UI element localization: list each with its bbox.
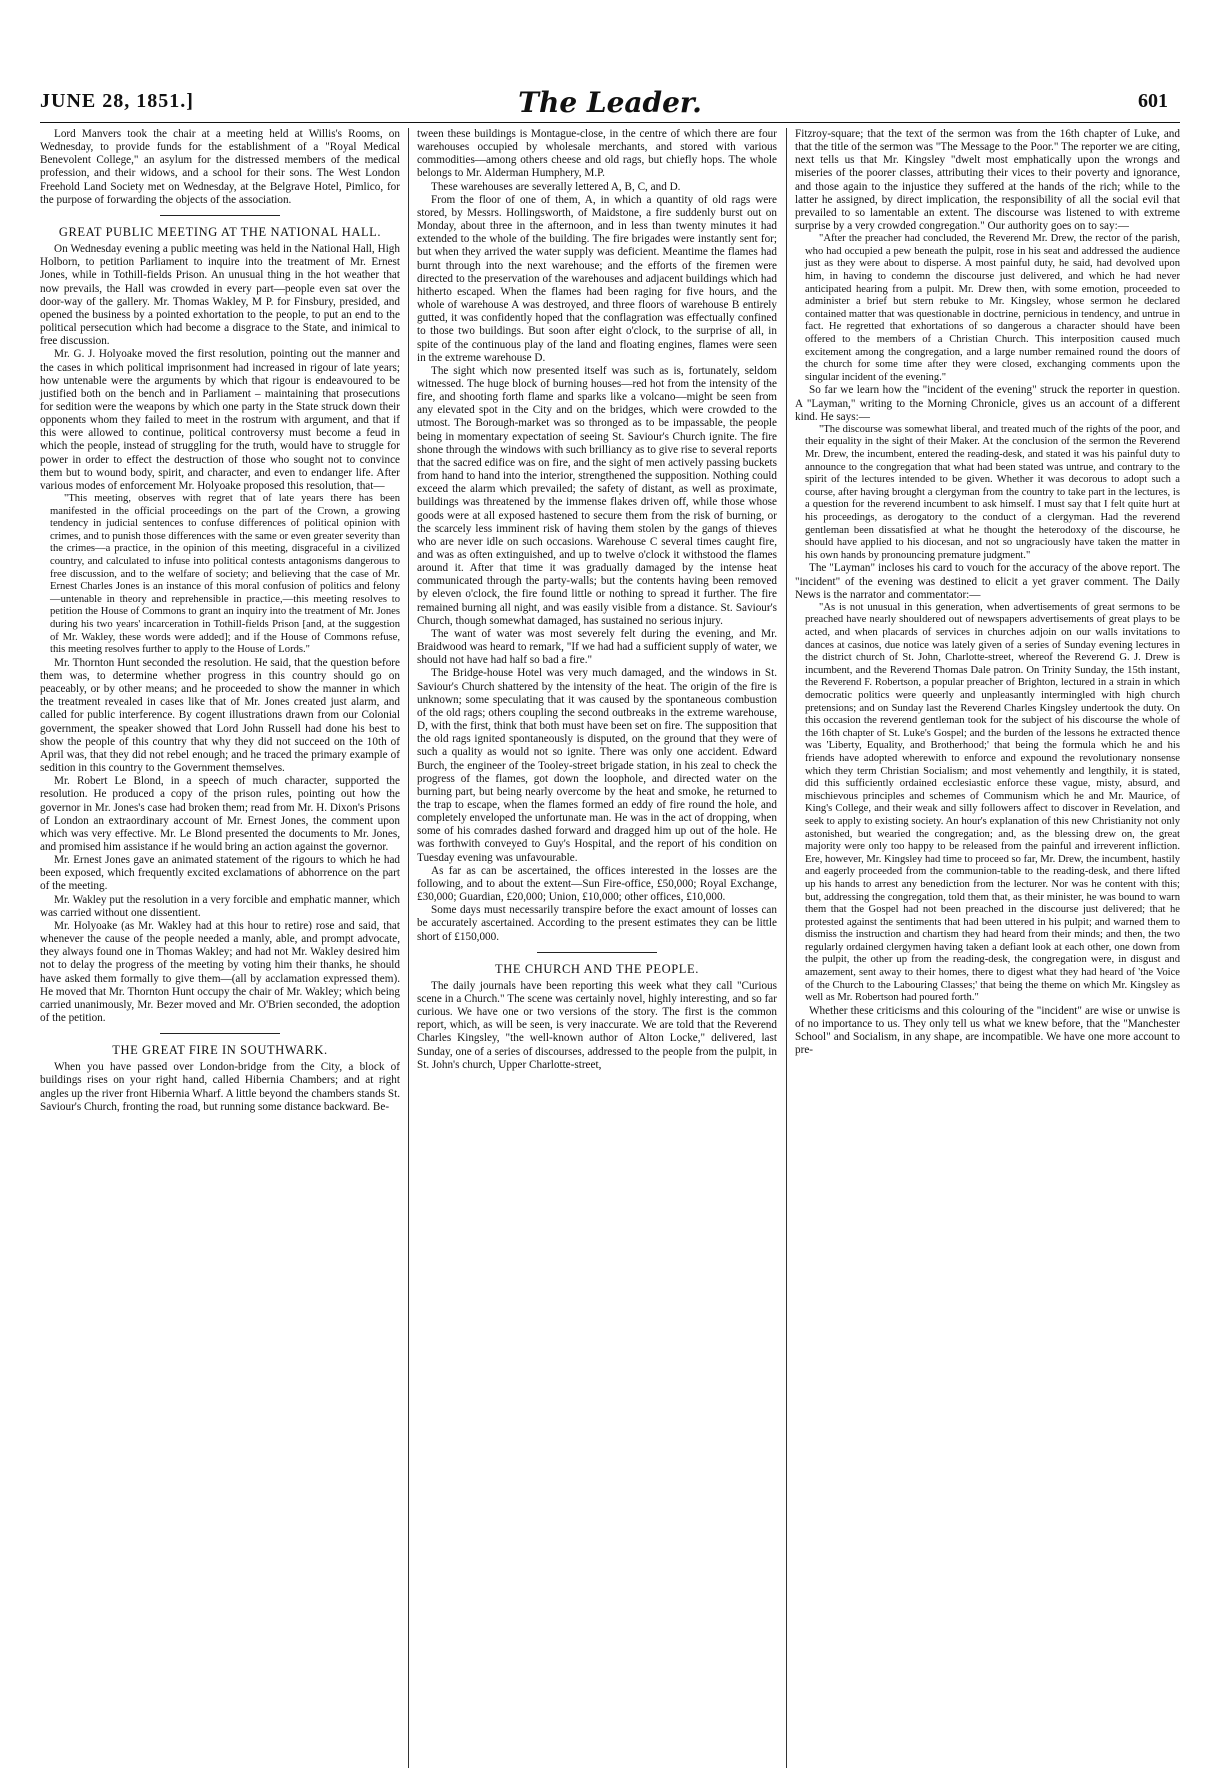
paragraph: From the floor of one of them, A, in which a quantity of old rags were stored, by Messrs. Hollingsworth, of Maidstone, a fire suddenly burst out on Monday, about three in the afternoon, and in less than twenty minutes it had extended to the whole of the building. The fire brigades were instantly sent for; but when they arrived the water supply was deficient. Meantime the flames had burnt through into the next warehouse; and the efforts of the firemen were directed to the preservation of the warehouses and adjacent buildings which had hitherto escaped. When the flames had been raging for five hours, and the whole of warehouse A was destroyed, and three floors of warehouse B entirely gutted, it was confidently hoped that the conflagration was effectually confined to those two buildings. But soon after eight o'clock, to the surprise of all, in spite of the continuous play of the land and floating engines, flames were seen in the extreme warehouse D.: [417, 193, 777, 364]
masthead-title: The Leader.: [518, 86, 702, 119]
article-heading: GREAT PUBLIC MEETING AT THE NATIONAL HALL.: [58, 224, 382, 239]
paragraph: Mr. Robert Le Blond, in a speech of much character, supported the resolution. He produced a copy of the prison rules, pointing out how the governor in Mr. Jones's case had broken them; read from Mr. H. Dixon's Prisons of London an extraordinary account of Mr. Ernest Jones, the comment upon which was very effective. Mr. Le Blond presented the documents to Mr. Jones, and promised him assistance if he would bring an action against the governor.: [40, 775, 400, 853]
paragraph: The want of water was most severely felt during the evening, and Mr. Braidwood was heard to remark, "If we had had a sufficient supply of water, we should not have had half so bad a fire.": [417, 627, 777, 667]
paragraph: Mr. Ernest Jones gave an animated statement of the rigours to which he had been exposed, which frequently excited exclamations of abhorrence on the part of the meeting.: [40, 854, 400, 893]
section-separator: [537, 952, 657, 953]
article-heading: THE CHURCH AND THE PEOPLE.: [495, 961, 699, 976]
paragraph: Whether these criticisms and this colouring of the "incident" are wise or unwise is of no importance to us. They only tell us what we knew before, that the "Manchester School" and Socialism, in any shape, are incompatible. We have one more account to pre-: [795, 1004, 1180, 1057]
column-3: [795, 128, 1180, 1057]
column-1: [40, 128, 400, 1114]
section-separator: [160, 215, 280, 216]
page-header: [40, 86, 1180, 120]
paragraph: tween these buildings is Montague-close, in the centre of which there are four warehouses occupied by wholesale merchants, and stored with various commodities—among others cheese and old rags, but chiefly hops. The whole belongs to Mr. Alderman Humphery, M.P.: [417, 128, 777, 180]
column-divider: [408, 128, 409, 1768]
quoted-report: "The discourse was somewhat liberal, and treated much of the rights of the poor, and their equality in the sight of their Maker. At the conclusion of the sermon the Reverend Mr. Drew, the incumbent, entered the reading-desk, and stated it was his painful duty to announce to the congregation that what had been stated was untrue, and contrary to the spirit of the lectures intended to be given. Whether it was decorous to adopt such a course, after having brought a clergyman from the country to take part in the lectures, is a question for the reverend incumbent to ask himself. I must say that I felt quite hurt at his proceedings, as derogatory to the conduct of a clergyman. Had the reverend gentleman been dissatisfied at what he thought the heterodoxy of the discourse, he should have applied to his diocesan, and not so ungraciously have taken the matter in his own hands by pronouncing premature judgment.": [805, 423, 1180, 561]
paragraph: Mr. Thornton Hunt seconded the resolution. He said, that the question before them was, to determine whether progress in this country should go on peaceably, or by other means; and he proceeded to show the manner in which the treatment revealed in cases like that of Mr. Jones created just alarm, and called for public interference. By cogent illustrations drawn from our Colonial government, the speaker showed that Lord John Russell had done his best to show the people of this country that why they did not succeed on the 10th of April was, that they did not rebel enough; and he traced the primary example of sedition in this country to the Government themselves.: [40, 656, 400, 775]
paragraph: Mr. G. J. Holyoake moved the first resolution, pointing out the manner and the cases in which political imprisonment had increased in rigour of late years; how untenable were the arguments by which that rigour is endeavoured to be justified both on the bench and in Parliament – maintaining that prosecutions for sedition were the weapons by which one party in the State struck down their opponents whom they failed to meet in the rostrum with argument, and that if this were allowed to continue, political controversy must become a feud in which the people, instead of struggling for the truth, would have to struggle for power in order to effect the destruction of those who sought not to convince them but to wound body, spirit, and character, and even to endanger life. After various modes of enforcement Mr. Holyoake proposed this resolution, that—: [40, 348, 400, 492]
paragraph: Mr. Holyoake (as Mr. Wakley had at this hour to retire) rose and said, that whenever the cause of the people needed a manly, able, and prompt advocate, they always found one in Thomas Wakley; and had not Mr. Wakley desired him not to delay the progress of the meeting by voting him their thanks, he should have asked them formally to give them—(all by acclamation expressed them). He moved that Mr. Thornton Hunt occupy the chair of Mr. Wakley; which being carried unanimously, Mr. Bezer moved and Mr. O'Brien seconded, the adoption of the petition.: [40, 919, 400, 1024]
paragraph: Fitzroy-square; that the text of the sermon was from the 16th chapter of Luke, and that the title of the sermon was "The Message to the Poor." The reporter we are citing, next tells us that Mr. Kingsley "dwelt most emphatically upon the wrongs and miseries of the poorer classes, attributing their vices to their poverty and ignorance, and those again to the injustice they suffered at the hands of the rich; while to the latter he assigned, by direct implication, the responsibility of all the social evil that prevailed to so lamentable an extent. The discourse was listened to with extreme surprise by a very crowded congregation." Our authority goes on to say:—: [795, 128, 1180, 233]
page-number: 601: [1138, 90, 1168, 112]
article-heading: THE GREAT FIRE IN SOUTHWARK.: [112, 1043, 328, 1058]
paragraph: The sight which now presented itself was such as is, fortunately, seldom witnessed. The huge block of burning houses—red hot from the intensity of the fire, and shooting forth flame and sparks like a volcano—might be seen from any elevated spot in the City and on the bridges, which were crowded to the utmost. The Borough-market was so thronged as to be impassable, the people being in momentary expectation of seeing St. Saviour's Church ignite. The fire shone through the windows with such brilliancy as to give rise to several reports that the sacred edifice was on fire, and the sight of men actively passing buckets from hand to hand into the interior, strengthened the supposition. Nothing could exceed the alarm which prevailed; the safety of distant, as well as proximate, buildings was threatened by the immense flakes driven off, while those whose goods were at all exposed hastened to secure them from the risk of burning, or the scarcely less imminent risk of having them stolen by the gangs of thieves who are never idle on such occasions. Warehouse C several times caught fire, and was as often extinguished, and up to twelve o'clock it withstood the flames around it. After that time it was gradually damaged by the intense heat communicated through the party-walls; but the contents having been removed by eleven o'clock, the fire found little or nothing to spread it further. The fire remained burning all night, and was easily visible from a distance. St. Saviour's Church, though somewhat damaged, has sustained no serious injury.: [417, 364, 777, 627]
column-2: [417, 128, 777, 1072]
column-divider: [786, 128, 787, 1768]
quoted-report: "As is not unusual in this generation, when advertisements of great sermons to be preached have nearly shouldered out of newspapers advertisements of great plays to be acted, and when placards of services in churches adjoin on our walls invitations to dances at casinos, due notice was lately given of a series of Sunday evening lectures in the district church of St. John, Charlotte-street, whereof the Reverend G. J. Drew is incumbent, and the Reverend Thomas Dale patron. On Trinity Sunday, the 15th instant, the Reverend F. Robertson, a popular preacher of Brighton, lectured in a strain in which democratic politics were queerly and unpleasantly intermingled with high church pretensions; and on Sunday last the Reverend Charles Kingsley undertook the duty. On this occasion the reverend gentleman took for the subject of his discourse the whole of the 16th chapter of St. Luke's Gospel; and the burden of the lessons he extracted thence was 'Liberty, Equality, and Brotherhood;' that being the formula which he and his friends have adopted wherewith to enforce and expound the revolutionary nonsense which they term Christian Socialism; and most vehemently and lengthily, it is stated, did this sufficiently ordained ecclesiastic enforce these vague, misty, absurd, and mischievous principles and schemes of Communism which he and Mr. Maurice, of King's College, and their weak and silly followers affect to discover in Revelation, and seek to apply to existing society. An hour's explanation of this new Christianity not only astonished, but wearied the congregation; and, as the blessing drew on, the great majority were only too happy to be released from the painful and irreverent infliction. Ere, however, Mr. Kingsley had time to proceed so far, Mr. Drew, the incumbent, hastily and eagerly proceeded from the communion-table to the reading-desk, and there lifted up his hands to arrest any benediction from the lecturer. Nor was he content with this; but, addressing the congregation, told them that, as their minister, he was bound to warn them that the Gospel had not been preached in the discourse just delivered; that he protested against the sentiments that had been uttered in his pulpit; and warned them to dismiss the instruction and chartism they had heard from their minds; and then, the two regularly ordained clergymen having taken a defiant look at each other, one down from the pulpit, the other up from the reading-desk, the congregation were, in disgust and amazement, sent away to their homes, there to digest what they had heard of 'the Voice of the Church to the Labouring Classes;' that being the theme on which Mr. Kingsley as well as Mr. Robertson had poured forth.": [805, 601, 1180, 1004]
paragraph: When you have passed over London-bridge from the City, a block of buildings rises on your right hand, called Hibernia Chambers; and at right angles up the river front Hibernia Wharf. A little beyond the chambers stands St. Saviour's Church, fronting the road, but running some distance backward. Be-: [40, 1061, 400, 1113]
paragraph: So far we learn how the "incident of the evening" struck the reporter in question. A "Layman," writing to the Morning Chronicle, gives us an account of a different kind. He says:—: [795, 384, 1180, 423]
quoted-resolution: "This meeting, observes with regret that of late years there has been manifested in the official proceedings on the part of the Crown, a growing tendency in judicial sentences to confuse differences of political opinion with crimes, and to punish those differences with the same or even greater severity than the crimes—a practice, in the opinion of this meeting, disgraceful in a civilized country, and calculated to infuse into political contests antagonisms dangerous to free discussion, and to the welfare of society; and believing that the case of Mr. Ernest Charles Jones is an instance of this moral confusion of politics and felony—untenable in theory and reprehensible in practice,—this meeting resolves to petition the House of Commons to grant an inquiry into the treatment of Mr. Jones during his two years' incarceration in Tothill-fields Prison [and, at the suggestion of Mr. Wakley, these words were added]; and if the House of Commons refuse, this meeting resolves further to apply to the House of Lords.": [50, 493, 400, 656]
paragraph: Lord Manvers took the chair at a meeting held at Willis's Rooms, on Wednesday, to provide funds for the establishment of a "Royal Medical Benevolent College," an asylum for the distressed members of the medical profession, and their widows, and a school for their sons. The West London Freehold Land Society met on Wednesday, at the Belgrave Hotel, Pimlico, for the purpose of forwarding the objects of the association.: [40, 128, 400, 206]
paragraph: On Wednesday evening a public meeting was held in the National Hall, High Holborn, to petition Parliament to inquire into the treatment of Mr. Ernest Jones, while in Tothill-fields Prison. An unusual thing in the hot weather that now prevails, the Hall was crowded in every part—people even sat over the door-way of the gallery. Mr. Thomas Wakley, M P. for Finsbury, presided, and opened the business by a pointed exhortation to the people, to put an end to the political persecution which had become a disgrace to the State, and inimical to free discussion.: [40, 243, 400, 348]
section-separator: [160, 1033, 280, 1034]
paragraph: The Bridge-house Hotel was very much damaged, and the windows in St. Saviour's Church shattered by the intensity of the heat. The origin of the fire is unknown; some speculating that it was caused by the spontaneous combustion of the old rags; others coupling the second outbreaks in the extreme warehouse, D, with the first, think that both must have been set on fire. The supposition that the old rags ignited spontaneously is disputed, on the ground that they were of such a quality as would not so ignite. There was only one accident. Edward Burch, the engineer of the Tooley-street brigade station, in his zeal to check the progress of the flames, got down the loophole, and directed water on the burning part, but being nearly overcome by the heat and smoke, he returned to the trap to escape, when the flames formed an eddy of fire round the hole, and completely enveloped the unfortunate man. He was in the act of dropping, when some of his comrades dashed forward and dragged him up out of the hole. He was forthwith conveyed to Guy's Hospital, and the report of his condition on Tuesday evening was unfavourable.: [417, 667, 777, 864]
paragraph: These warehouses are severally lettered A, B, C, and D.: [431, 180, 681, 193]
issue-date: JUNE 28, 1851.]: [40, 90, 194, 112]
paragraph: The daily journals have been reporting this week what they call "Curious scene in a Church." The scene was certainly novel, highly interesting, and so far curious. We have one or two versions of the story. The first is the common report, which, as will be seen, is very inaccurate. We are told that the Reverend Charles Kingsley, "the well-known author of Alton Locke," delivered, last Sunday, one of a series of discourses, addressed to the people from the pulpit, in St. John's church, Upper Charlotte-street,: [417, 979, 777, 1071]
header-rule: [40, 122, 1180, 123]
paragraph: Mr. Wakley put the resolution in a very forcible and emphatic manner, which was carried without one dissentient.: [40, 893, 400, 919]
quoted-report: "After the preacher had concluded, the Reverend Mr. Drew, the rector of the parish, who had occupied a pew beneath the pulpit, rose in his seat and addressed the audience just as they were about to disperse. A most painful duty, he said, had devolved upon him, in having to condemn the discourse just delivered, and which he had never anticipated hearing from a pulpit. Mr. Drew then, with some emotion, proceeded to administer a brief but stern rebuke to Mr. Kingsley, whose sermon he declared contained matter that was questionable in doctrine, pernicious in tendency, and untrue in fact. He regretted that exhortations of so dangerous a character should have been offered to the members of a Christian Church. This interposition caused much excitement among the congregation, and a large number remained round the doors of the church for some time after they were closed, exchanging comments upon the singular incident of the evening.": [805, 233, 1180, 383]
paragraph: The "Layman" incloses his card to vouch for the accuracy of the above report. The "incident" of the evening was destined to elicit a yet graver comment. The Daily News is the narrator and commentator:—: [795, 562, 1180, 601]
paragraph: As far as can be ascertained, the offices interested in the losses are the following, and to about the extent—Sun Fire-office, £50,000; Royal Exchange, £30,000; Guardian, £20,000; Union, £10,000; other offices, £10,000.: [417, 864, 777, 904]
paragraph: Some days must necessarily transpire before the exact amount of losses can be accurately ascertained. According to the present estimates they can be little short of £150,000.: [417, 904, 777, 943]
